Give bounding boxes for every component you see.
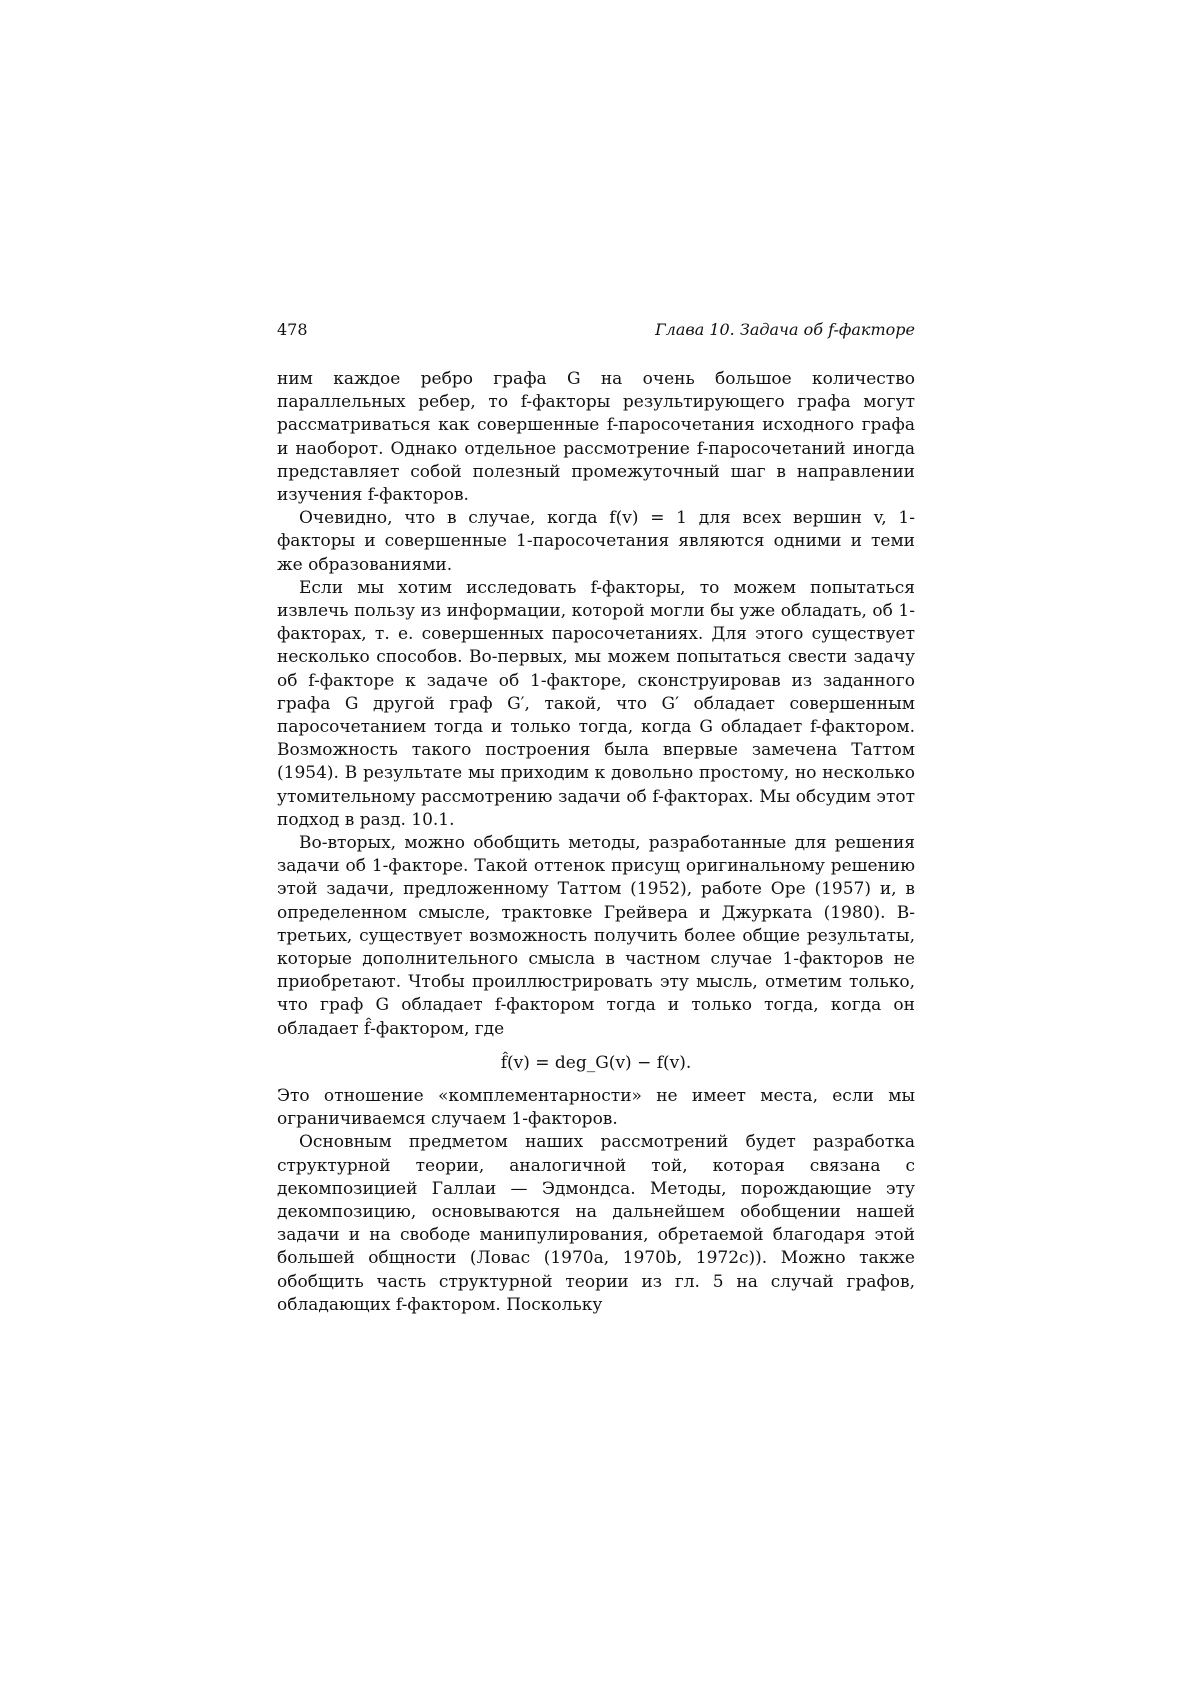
paragraph-5: Это отношение «комплементарности» не имеет места, если мы ограничиваемся случаем 1-факторов. (277, 1085, 915, 1130)
page-number: 478 (277, 320, 308, 339)
running-head (277, 320, 915, 348)
chapter-title: Глава 10. Задача об f-факторе (655, 320, 915, 339)
body-text (277, 368, 915, 1317)
paragraph-2: Очевидно, что в случае, когда f(v) = 1 для всех вершин v, 1-факторы и совершенные 1-паросочетания являются одними и теми же образованиями. (277, 508, 915, 575)
paragraph-6: Основным предметом наших рассмотрений будет разработка структурной теории, аналогичной той, которая связана с декомпозицией Галлаи — Эдмондса. Методы, порождающие эту декомпозицию, основываются на дальнейшем обобщении нашей задачи и на свободе манипулирования, обретаемой благодаря этой большей общности (Ловас (1970a, 1970b, 1972c)). Можно также обобщить часть структурной теории из гл. 5 на случай графов, обладающих f-фактором. Поскольку (277, 1132, 915, 1315)
equation: f̂(v) = deg_G(v) − f(v). (500, 1052, 692, 1073)
paragraph-3: Если мы хотим исследовать f-факторы, то можем попытаться извлечь пользу из информации, которой могли бы уже обладать, об 1-факторах, т. е. совершенных паросочетаниях. Для этого существует несколько способов. Во-первых, мы можем попытаться свести задачу об f-факторе к задаче об 1-факторе, сконструировав из заданного графа G другой граф G′, такой, что G′ обладает совершенным паросочетанием тогда и только тогда, когда G обладает f-фактором. Возможность такого построения была впервые замечена Таттом (1954). В результате мы приходим к довольно простому, но несколько утомительному рассмотрению задачи об f-факторах. Мы обсудим этот подход в разд. 10.1. (277, 577, 915, 830)
book-page (277, 320, 915, 1317)
paragraph-4: Во-вторых, можно обобщить методы, разработанные для решения задачи об 1-факторе. Такой оттенок присущ оригинальному решению этой задачи, предложенному Таттом (1952), работе Оре (1957) и, в определенном смысле, трактовке Грейвера и Джурката (1980). В-третьих, существует возможность получить более общие результаты, которые дополнительного смысла в частном случае 1-факторов не приобретают. Чтобы проиллюстрировать эту мысль, отметим только, что граф G обладает f-фактором тогда и только тогда, когда он обладает f̂-фактором, где (277, 833, 915, 1039)
paragraph-1: ним каждое ребро графа G на очень большое количество параллельных ребер, то f-факторы результирующего графа могут рассматриваться как совершенные f-паросочетания исходного графа и наоборот. Однако отдельное рассмотрение f-паросочетаний иногда представляет собой полезный промежуточный шаг в направлении изучения f-факторов. (277, 369, 915, 506)
